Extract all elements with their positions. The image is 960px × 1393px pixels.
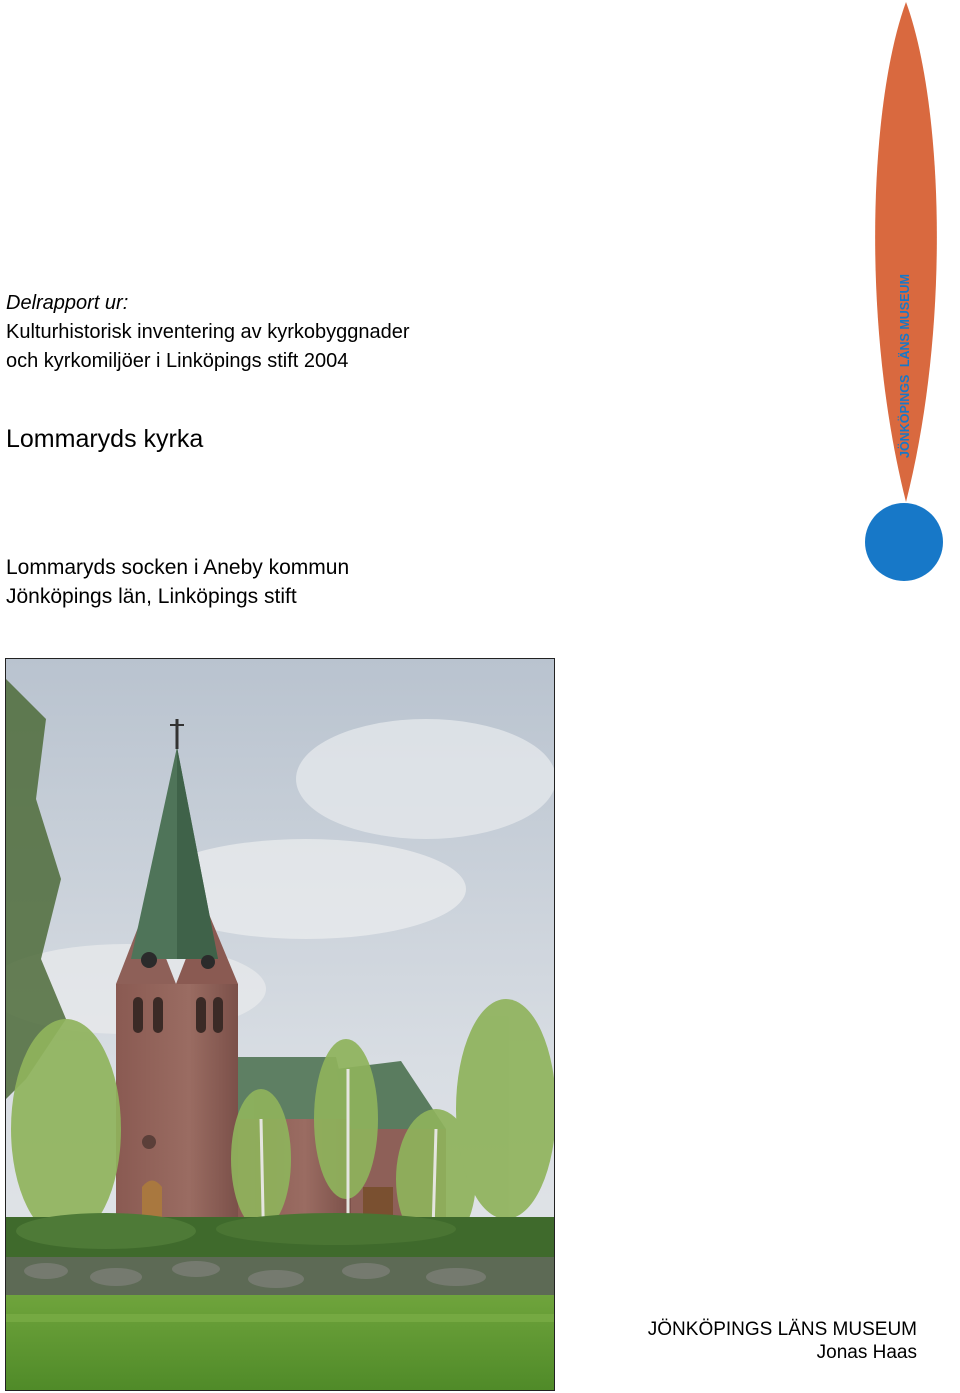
report-series-line-1: Kulturhistorisk inventering av kyrkobyggnader xyxy=(6,321,410,343)
location-line-2: Jönköpings län, Linköpings stift xyxy=(6,585,297,608)
location-line-1: Lommaryds socken i Aneby kommun xyxy=(6,556,350,579)
footer-author: Jonas Haas xyxy=(816,1342,917,1363)
logo-text xyxy=(897,274,912,458)
report-series-line-2: och kyrkomiljöer i Linköpings stift 2004 xyxy=(6,350,349,372)
church-photo xyxy=(5,658,555,1391)
footer xyxy=(648,1318,917,1364)
museum-logo xyxy=(858,0,960,590)
location-block xyxy=(6,553,349,611)
logo-circle-shape xyxy=(865,503,943,581)
logo-text-part-2: LÄNS MUSEUM xyxy=(898,274,912,368)
report-header xyxy=(6,289,410,376)
logo-text-part-1: JÖNKÖPINGS xyxy=(898,374,912,458)
church-title: Lommaryds kyrka xyxy=(6,425,204,453)
report-kicker: Delrapport ur: xyxy=(6,292,129,314)
footer-org-name: JÖNKÖPINGS LÄNS MUSEUM xyxy=(647,1319,917,1340)
